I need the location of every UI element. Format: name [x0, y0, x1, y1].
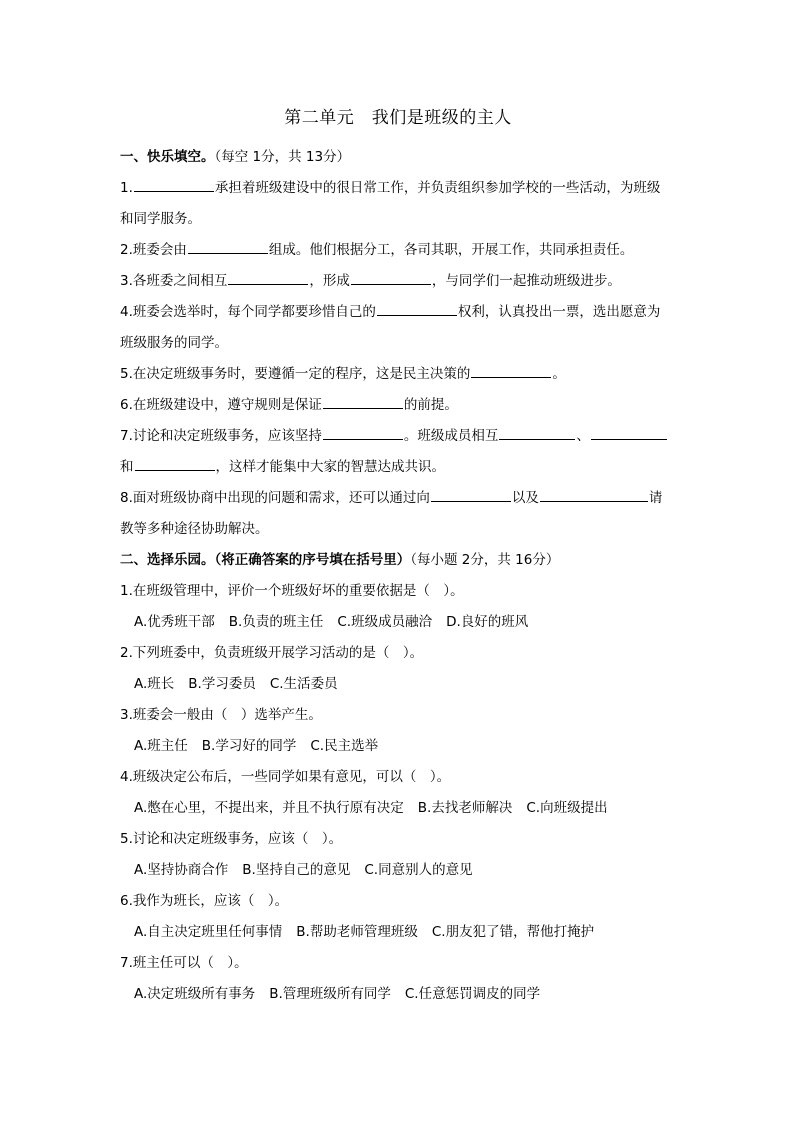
question-text: 7.讨论和决定班级事务，应该坚持 — [120, 428, 322, 444]
option-b[interactable]: B.负责的班主任 — [228, 614, 324, 630]
choice-options-3 — [120, 731, 676, 762]
question-text: 以及 — [511, 490, 539, 506]
question-text: 的前提。 — [403, 397, 458, 413]
question-text: 和 — [120, 459, 134, 475]
fill-question-5 — [120, 359, 676, 390]
question-text: 权利，认真投出一票，选出愿意为 — [457, 304, 661, 320]
fill-question-3 — [120, 266, 676, 297]
section-2-title: 二、选择乐园。（将正确答案的序号填在括号里） — [120, 552, 411, 568]
fill-question-1 — [120, 173, 676, 204]
fill-question-6 — [120, 390, 676, 421]
question-text: 3.各班委之间相互 — [120, 273, 228, 289]
question-text: 6.在班级建设中，遵守规则是保证 — [120, 397, 322, 413]
option-c[interactable]: C.同意别人的意见 — [364, 862, 473, 878]
answer-blank[interactable] — [540, 487, 648, 502]
option-b[interactable]: B.去找老师解决 — [417, 800, 513, 816]
fill-question-7-cont — [120, 452, 676, 483]
question-text: 班级服务的同学。 — [120, 335, 228, 351]
choice-question-6: 6.我作为班长，应该（ ）。 — [120, 893, 289, 909]
answer-blank[interactable] — [377, 301, 457, 316]
choice-options-2 — [120, 669, 676, 700]
page-title: 第二单元 我们是班级的主人 — [284, 108, 512, 128]
choice-options-1 — [120, 607, 676, 638]
option-c[interactable]: C.任意惩罚调皮的同学 — [404, 986, 541, 1002]
section-2-score-note: （每小题 2分，共 16分） — [410, 552, 560, 568]
section-1-title: 一、快乐填空。 — [120, 149, 215, 165]
option-a[interactable]: A.优秀班干部 — [134, 614, 215, 630]
question-text: 8.面对班级协商中出现的问题和需求，还可以通过向 — [120, 490, 430, 506]
choice-question-7: 7.班主任可以（ ）。 — [120, 955, 248, 971]
choice-options-5 — [120, 855, 676, 886]
option-c[interactable]: C.民主选举 — [310, 738, 379, 754]
choice-options-7 — [120, 979, 676, 1010]
option-a[interactable]: A.班长 — [134, 676, 175, 692]
fill-question-1-cont — [120, 204, 676, 235]
option-a[interactable]: A.憋在心里，不提出来，并且不执行原有决定 — [134, 800, 404, 816]
option-a[interactable]: A.班主任 — [134, 738, 188, 754]
question-text: 5.在决定班级事务时，要遵循一定的程序，这是民主决策的 — [120, 366, 471, 382]
fill-question-8 — [120, 483, 676, 514]
question-text: 组成。他们根据分工，各司其职，开展工作，共同承担责任。 — [268, 242, 634, 258]
answer-blank[interactable] — [323, 425, 403, 440]
option-c[interactable]: C.朋友犯了错，帮他打掩护 — [431, 924, 595, 940]
worksheet-page — [120, 106, 676, 1010]
choice-question-2: 2.下列班委中，负责班级开展学习活动的是（ ）。 — [120, 645, 424, 661]
option-c[interactable]: C.向班级提出 — [526, 800, 608, 816]
question-text: 和同学服务。 — [120, 211, 201, 227]
question-text: ，这样才能集中大家的智慧达成共识。 — [215, 459, 445, 475]
option-c[interactable]: C.班级成员融洽 — [337, 614, 433, 630]
section-1-heading — [120, 142, 676, 173]
question-text: 承担着班级建设中的很日常工作，并负责组织参加学校的一些活动，为班级 — [214, 180, 661, 196]
answer-blank[interactable] — [471, 363, 551, 378]
answer-blank[interactable] — [323, 394, 403, 409]
option-d[interactable]: D.良好的班风 — [446, 614, 529, 630]
question-text: 。班级成员相互 — [403, 428, 499, 444]
choice-question-1: 1.在班级管理中，评价一个班级好坏的重要依据是（ ）。 — [120, 583, 464, 599]
option-a[interactable]: A.坚持协商合作 — [134, 862, 229, 878]
answer-blank[interactable] — [431, 487, 511, 502]
choice-options-4 — [120, 793, 676, 824]
choice-options-6 — [120, 917, 676, 948]
answer-blank[interactable] — [135, 456, 215, 471]
option-b[interactable]: B.学习好的同学 — [201, 738, 297, 754]
fill-question-4-cont — [120, 328, 676, 359]
option-b[interactable]: B.学习委员 — [188, 676, 256, 692]
option-b[interactable]: B.管理班级所有同学 — [269, 986, 391, 1002]
section-1-score-note: （每空 1分，共 13分） — [214, 149, 351, 165]
question-text: 教等多种途径协助解决。 — [120, 521, 269, 537]
fill-question-4 — [120, 297, 676, 328]
question-text: 、 — [576, 428, 590, 444]
choice-question-4: 4.班级决定公布后，一些同学如果有意见，可以（ ）。 — [120, 769, 451, 785]
option-a[interactable]: A.自主决定班里任何事情 — [134, 924, 283, 940]
option-a[interactable]: A.决定班级所有事务 — [134, 986, 256, 1002]
question-text: ，形成 — [309, 273, 350, 289]
question-text: ，与同学们一起推动班级进步。 — [431, 273, 621, 289]
answer-blank[interactable] — [228, 270, 308, 285]
answer-blank[interactable] — [134, 177, 214, 192]
question-text: 1. — [120, 180, 133, 196]
option-b[interactable]: B.坚持自己的意见 — [242, 862, 351, 878]
question-text: 请 — [648, 490, 663, 506]
choice-question-5: 5.讨论和决定班级事务，应该（ ）。 — [120, 831, 343, 847]
answer-blank[interactable] — [499, 425, 575, 440]
answer-blank[interactable] — [188, 239, 268, 254]
answer-blank[interactable] — [591, 425, 667, 440]
option-c[interactable]: C.生活委员 — [269, 676, 338, 692]
fill-question-2 — [120, 235, 676, 266]
question-text: 4.班委会选举时，每个同学都要珍惜自己的 — [120, 304, 376, 320]
option-b[interactable]: B.帮助老师管理班级 — [296, 924, 418, 940]
question-text: 。 — [552, 366, 566, 382]
choice-question-3: 3.班委会一般由（ ）选举产生。 — [120, 707, 322, 723]
question-text: 2.班委会由 — [120, 242, 187, 258]
fill-question-7 — [120, 421, 676, 452]
fill-question-8-cont — [120, 514, 676, 545]
section-2-heading — [120, 545, 676, 576]
answer-blank[interactable] — [351, 270, 431, 285]
